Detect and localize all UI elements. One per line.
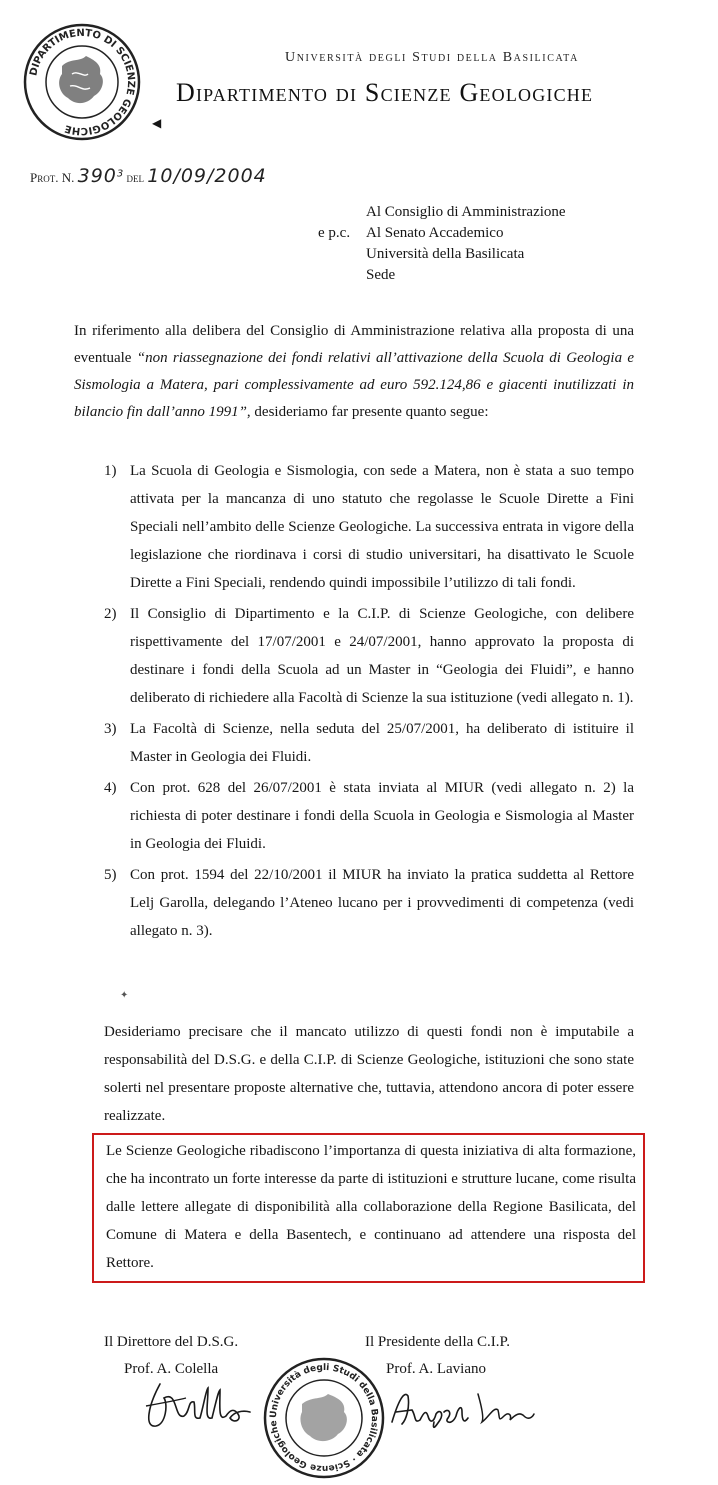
protocol-superscript: 3 [116,168,124,180]
protocol-number: 390 [77,165,117,187]
list-item-number: 2) [104,606,117,622]
list-item-number: 1) [104,463,117,479]
signature-right-title: Il Presidente della C.I.P. [365,1334,510,1350]
list-item-text: Il Consiglio di Dipartimento e la C.I.P. di Scienze Geologiche, con delibere rispettivamente del 17/07/2001 e 24/07/2001, hanno approvato la proposta di destinare i fondi della Scuola ad un Master in “Geologia dei Fluidi”, e hanno deliberato di richiedere alla Facoltà di Scienze la sua istituzione (vedi allegato n. 1). [130,606,634,706]
protocol-line [30,165,267,187]
address-block [318,202,566,286]
address-line-3: Università della Basilicata [366,246,525,262]
signature-right-name: Prof. A. Laviano [386,1361,486,1377]
list-item-text: La Facoltà di Scienze, nella seduta del 25/07/2001, ha deliberato di istituire il Master in Geologia dei Fluidi. [130,721,634,765]
scan-speck-icon: ✦ [120,990,129,1001]
list-item-text: La Scuola di Geologia e Sismologia, con sede a Matera, non è stata a suo tempo attivata per la mancanza di uno statuto che regolasse le Scuole Dirette a Fini Speciali nell’ambito delle Scienze Geologiche. La successiva entrata in vigore della legislazione che riordinava i corsi di studio universitari, ha disattivato le Scuole Dirette a Fini Speciali, rendendo quindi impossibile l’utilizzo di tali fondi. [130,463,634,591]
list-item-number: 3) [104,721,117,737]
address-prefix: e p.c. [318,225,351,241]
protocol-del-label: del [126,170,145,185]
intro-before: In riferimento alla delibera del Consiglio di Amministrazione relativa alla proposta di una eventuale [74,323,634,366]
list-item [104,774,634,858]
closing-paragraph: Desideriamo precisare che il mancato utilizzo di questi fondi non è imputabile a responsabilità del D.S.G. e della C.I.P. di Scienze Geologiche, istituzioni che sono state solerti nel presentare proposte alternative che, tuttavia, attendono ancora di poter essere realizzate. [104,1024,634,1124]
signature-laviano-icon [378,1382,538,1436]
department-name: Dipartimento di Scienze Geologiche [176,78,594,107]
signature-left-name: Prof. A. Colella [124,1361,219,1377]
intro-paragraph [74,318,634,426]
university-name: Università degli Studi della Basilicata [285,50,579,65]
list-item-text: Con prot. 628 del 26/07/2001 è stata inviata al MIUR (vedi allegato n. 2) la richiesta di poter destinare i fondi della Scuola in Geologia e Sismologia al Master in Geologia dei Fluidi. [130,780,634,852]
intro-after: , desideriamo far presente quanto segue: [246,404,489,420]
protocol-date: 10/09/2004 [147,165,267,187]
intro-quote: “non riassegnazione dei fondi relativi all’attivazione della Scuola di Geologia e Sismologia a Matera, pari complessivamente ad euro 592.124,86 e giacenti inutilizzati in bilancio fin dall’anno 1991” [74,350,635,420]
svg-text:DIPARTIMENTO DI SCIENZE GEOLOG: DIPARTIMENTO DI SCIENZE GEOLOGICHE [28,27,137,137]
address-line-4: Sede [366,267,396,283]
list-item-text: Con prot. 1594 del 22/10/2001 il MIUR ha inviato la pratica suddetta al Rettore Lelj Garolla, delegando l’Ateneo lucano per i provvedimenti di competenza (vedi allegato n. 3). [130,867,634,939]
numbered-list [104,457,634,948]
pointer-mark-icon: ◀ [152,116,162,130]
list-item [104,715,634,771]
protocol-label: Prot. N. [30,170,75,185]
list-item [104,600,634,712]
list-item [104,457,634,597]
list-item [104,861,634,945]
svg-text:Università degli Studi della B: Università degli Studi della Basilicata · Scienze Geologiche [268,1362,380,1474]
address-line-1: Al Consiglio di Amministrazione [366,204,566,220]
department-seal-top [22,22,142,142]
highlighted-paragraph: Le Scienze Geologiche ribadiscono l’importanza di questa iniziativa di alta formazione, che ha incontrato un forte interesse da parte di istituzioni e strutture lucane, come risulta dalle lettere allegate di disponibilità alla collaborazione della Regione Basilicata, del Comune di Matera e della Basentech, e continuano ad attendere una risposta del Rettore. [92,1133,645,1283]
signature-left-title: Il Direttore del D.S.G. [104,1334,239,1350]
address-line-2: Al Senato Accademico [366,225,504,241]
signature-colella-icon [138,1376,258,1436]
list-item-number: 4) [104,780,117,796]
university-seal-bottom [262,1356,386,1474]
list-item-number: 5) [104,867,117,883]
